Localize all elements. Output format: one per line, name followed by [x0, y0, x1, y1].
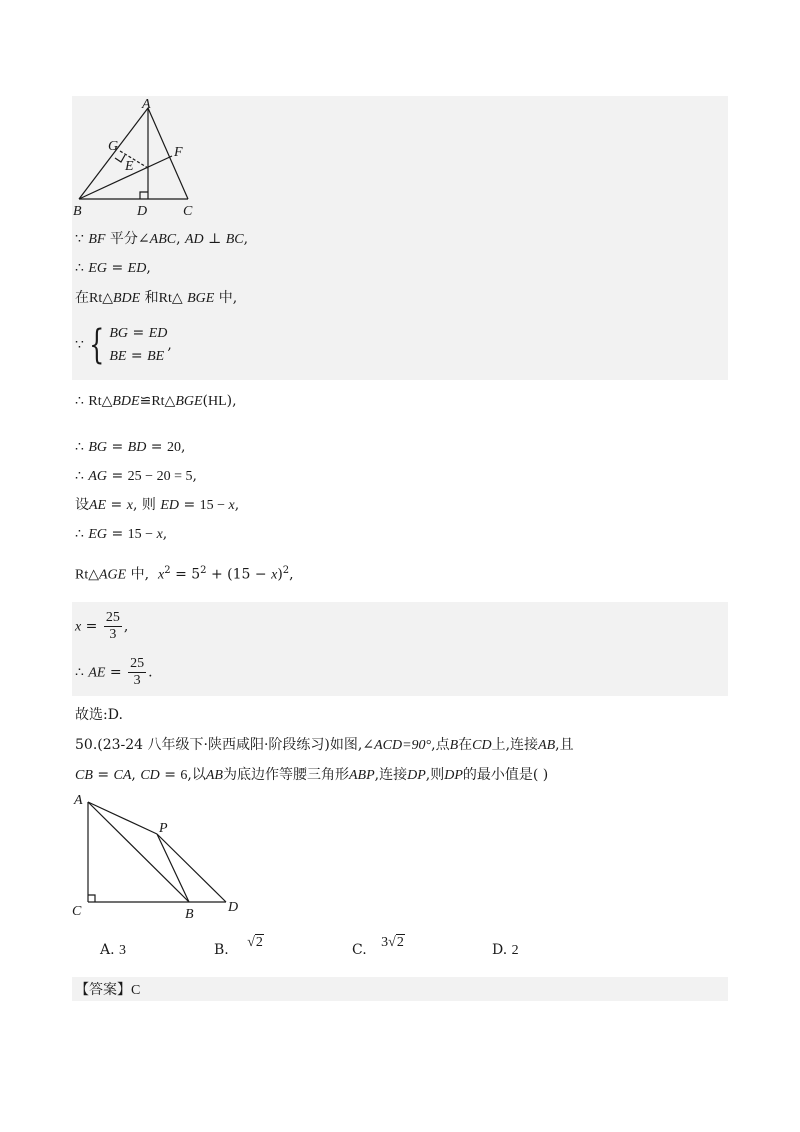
fig1-label-d: D [137, 204, 148, 219]
answer-line: 【答案】C [75, 982, 141, 998]
solution-line-12: ∴ AE = $\frac{25}{3}$ . [75, 656, 153, 688]
figure-right-triangle-acd [68, 790, 258, 924]
solution-line-8: 设AE = x, 则 ED = 15 − x, [75, 497, 240, 513]
question-50-line-1: 50.(23-24 八年级下·陕西咸阳·阶段练习)如图,∠ACD=90°,点B在CD上,连接AB,且 [75, 737, 574, 753]
solution-line-9: ∴ EG = 15 − x, [75, 526, 168, 542]
fig1-label-c: C [183, 204, 193, 219]
solution-line-11: x = $\frac{25}{3}$ , [75, 610, 129, 642]
option-b[interactable]: B. √2 [214, 935, 263, 958]
fig2-label-b: B [185, 907, 194, 922]
option-a[interactable]: A. 3 [100, 942, 127, 958]
fig2-label-d: D [228, 900, 239, 915]
choice-line: 故选:D. [75, 707, 123, 723]
solution-line-2: ∴ EG = ED, [75, 260, 151, 276]
fig1-label-f: F [174, 145, 183, 160]
fig2-label-c: C [72, 904, 82, 919]
fig2-label-p: P [159, 821, 168, 836]
solution-line-4: ∵ { BG = ED BE = BE, [75, 322, 172, 368]
solution-line-3: 在Rt△BDE 和Rt△ BGE 中, [75, 290, 238, 306]
answer-block [72, 977, 728, 1001]
figure-triangle-abc [68, 96, 208, 220]
fig1-label-e: E [125, 159, 134, 174]
fig2-label-a: A [74, 793, 83, 808]
solution-line-1: ∵ BF 平分∠ABC, AD ⊥ BC, [75, 231, 249, 247]
solution-line-10: Rt△AGE 中, $x^2 = 5^2 + (15 - x)^2$, [75, 565, 294, 583]
shaded-block-2 [72, 602, 728, 696]
fig1-label-a: A [142, 97, 151, 112]
question-50-line-2: CB = CA, CD = 6,以AB为底边作等腰三角形ABP,连接DP,则DP的最小值是( ) [75, 767, 549, 783]
solution-line-6: ∴ BG = BD = 20, [75, 439, 186, 455]
solution-line-5: ∴ Rt△BDE≌Rt△BGE(HL), [75, 393, 237, 409]
option-c[interactable]: C. 3√2 [352, 935, 404, 958]
fig1-label-b: B [73, 204, 82, 219]
solution-line-7: ∴ AG = 25 − 20 = 5, [75, 468, 197, 484]
fig1-label-g: G [108, 139, 119, 154]
option-d[interactable]: D. 2 [492, 942, 519, 958]
